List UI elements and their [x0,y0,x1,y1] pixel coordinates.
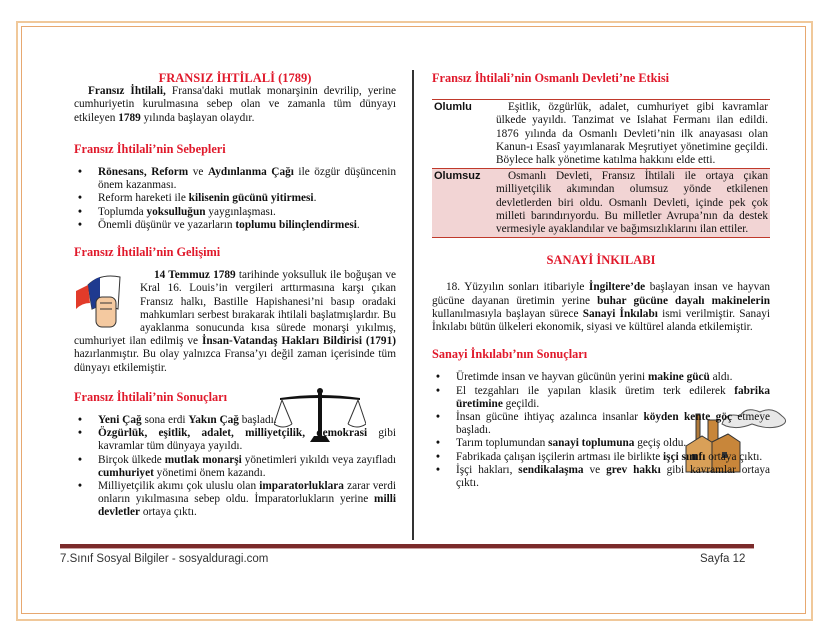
text: Fransa'daki mutlak monarşinin devrilip, yerine cumhuriyetin kurulmasına sebep olan ve zamanla tüm dünyayı etkileyen [74,85,396,124]
text: kullanılmasıyla başlayan sürece [432,307,583,320]
development-heading: Fransız İhtilali’nin Gelişimi [74,245,221,260]
text: yılında başlayan olaydır. [140,111,255,124]
intro-paragraph [74,85,396,125]
text: ve [188,166,208,179]
bold-text: yoksulluğun [146,205,206,218]
text: İşçi hakları, [456,463,519,476]
list-item [98,454,396,480]
development-paragraph [74,269,396,375]
bold-text: köyden kente göç [643,411,732,424]
row-label: Olumlu [432,100,494,169]
text: Önemli düşünür ve yazarların [98,218,236,231]
bold-text: milli devletler [98,493,396,519]
bold-text: mutlak monarşi [164,453,242,466]
text: ile özgür düşüncenin önem kazanması. [98,166,396,192]
text: ismi verilmiştir. Sanayi İnkılabı bütün ülkeleri ekonomik, siyasi ve kültürel alanda etkilemiştir. [432,307,770,334]
text: 18. Yüzyılın sonları itibariyle [446,281,589,294]
industrial-results-list [432,371,770,490]
bold-text: Yeni Çağ [98,414,142,427]
revolution-fist-flag-illustration [74,269,136,335]
bold-text: kilisenin gücünü yitirmesi [188,192,314,205]
bold-text: İngiltere’de [588,281,646,294]
table-row-negative [432,169,770,238]
bold-text: 1789 [118,111,141,124]
column-divider [412,70,414,540]
text: geçildi. [502,397,540,410]
text: sona erdi [141,414,189,427]
text: El tezgahları ile yapılan klasik üretim terk edilerek [456,384,735,397]
text: zarar verdi onların yıkılmasına sebep oldu. İmparatorlukların yerine [98,480,396,506]
list-item [456,451,770,464]
results-heading: Fransız İhtilali’nin Sonuçları [74,389,228,404]
left-column [74,72,396,520]
industrial-title: SANAYİ İNKILABI [546,253,656,268]
bold-text: Yakın Çağ [188,414,239,427]
text: Reform hareketi ile [98,192,189,205]
text: yönetimleri yıkıldı veya zayıfladı [241,453,396,466]
bold-text: grev hakkı [606,463,661,476]
text: etmeye başladı. [456,411,770,437]
text: ortaya çıktı. [140,506,197,519]
bold-text: Sanayi İnkılabı [582,307,658,320]
bold-text: Rönesans, Reform [98,166,189,179]
text: . [356,218,360,231]
bold-text: işçi sınıfı [663,450,706,463]
table-row-positive [432,100,770,169]
row-text: Osmanlı Devleti, Fransız İhtilali ile ortaya çıkan milliyetçilik akımından olumsuz yönde etkilenen devletlerden biri oldu. Osmanlı Devleti, içinde pek çok milleti barındırıyordu. Bu milletler Avrupa’nın da destek vermesiyle ayaklandılar ve bağımsızlıklarını ilan ettiler. [494,169,770,238]
text: Fabrikada çalışan işçilerin artması ile birlikte [456,450,664,463]
bold-text: sanayi toplumuna [548,437,635,450]
bold-text: cumhuriyet [98,466,154,479]
bold-text: fabrika üretimine [456,384,770,410]
bold-text: Özgürlük, eşitlik, adalet, milliyetçilik, demokrasi [98,427,368,440]
list-item [98,206,396,219]
footer-rule-thin [60,548,754,549]
bold-text: Fransız İhtilali, [88,85,166,98]
text: hazırlanmıştır. Bu olay yalnızca Fransa’yı değil zaman içerisinde tüm dünyayı etkilemiştir. [74,348,396,374]
text: Tarım toplumundan [456,437,549,450]
page-number: Sayfa 12 [700,553,746,565]
list-item [456,385,770,411]
causes-heading: Fransız İhtilali’nin Sebepleri [74,141,226,156]
results-list [74,414,396,520]
text: Toplumda [98,205,147,218]
row-label: Olumsuz [432,169,494,238]
text: gibi kavramlar tüm dünyaya yayıldı. [98,427,396,453]
list-item [456,411,770,437]
text: . [313,192,317,205]
text: başlayan insan ve hayvan gücüne dayanan üretimin yerine [432,281,770,307]
list-item [456,464,770,490]
list-item [98,414,396,427]
page-title: FRANSIZ İHTİLALİ (1789) [158,71,312,85]
industrial-intro [432,281,770,334]
causes-list [74,166,396,232]
bold-text: imparatorluklara [259,480,344,493]
text: Üretimde insan ve hayvan gücünün yerini [456,371,648,384]
text: yönetimi önem kazandı. [153,466,266,479]
industrial-results-heading: Sanayi İnkılabı’nın Sonuçları [432,347,588,362]
bold-text: makine gücü [648,371,710,384]
ottoman-heading: Fransız İhtilali’nin Osmanlı Devleti’ne Etkisi [432,71,670,85]
bold-text: sendikalaşma [518,463,584,476]
bold-text: 14 Temmuz 1789 [154,269,236,282]
text: Milliyetçilik akımı çok uluslu olan [98,480,260,493]
text: ve [583,463,607,476]
list-item [456,371,770,384]
text: gibi kavramlar ortaya çıktı. [456,463,770,490]
bold-text: toplumu bilinçlendirmesi [235,218,357,231]
bold-text: İnsan-Vatandaş Hakları Bildirisi (1791) [201,335,396,348]
text: başladı. [238,414,277,427]
footer-source: 7.Sınıf Sosyal Bilgiler - sosyalduragi.com [60,553,269,565]
text: Birçok ülkede [98,453,165,466]
list-item [98,192,396,205]
list-item [98,427,396,453]
list-item [456,437,770,450]
text: yaygınlaşması. [205,205,276,218]
list-item [98,219,396,232]
text: İnsan gücüne ihtiyaç azalınca insanlar [456,411,644,424]
text: geçiş oldu. [634,437,687,450]
row-text: Eşitlik, özgürlük, adalet, cumhuriyet gibi kavramlar ülkede yayıldı. Tanzimat ve Islahat Fermanı ilan edildi. 1876 yılında da Osmanlı Devleti’nin ilk anayasası olan Kanun-ı Esasî yayımlanarak Meşrutiyet yönetimine geçildi. Böylece halk yönetime katılma hakkını elde etti. [494,100,770,169]
text: tarihinde yoksulluk ile boğuşan ve Kral 16. Louis’in vergileri arttırmasına karşı çıkan Fransız halkı, Bastille Hapishanesi’ni basıp oradaki mahkumları serbest bırakarak ihtilali başlatmışlardır. Bu ayaklanma sonucunda kısa sürede monarşi yıkılmış, cumhuriyet ilan edilmiş ve [74,269,396,348]
right-column [432,72,770,490]
bold-text: Aydınlanma Çağı [207,166,294,179]
ottoman-effects-table [432,99,770,238]
text: aldı. [709,371,733,384]
bold-text: buhar gücüne dayalı makinelerin [597,294,770,307]
list-item [98,480,396,520]
list-item [98,166,396,192]
text: ortaya çıktı. [705,450,763,463]
